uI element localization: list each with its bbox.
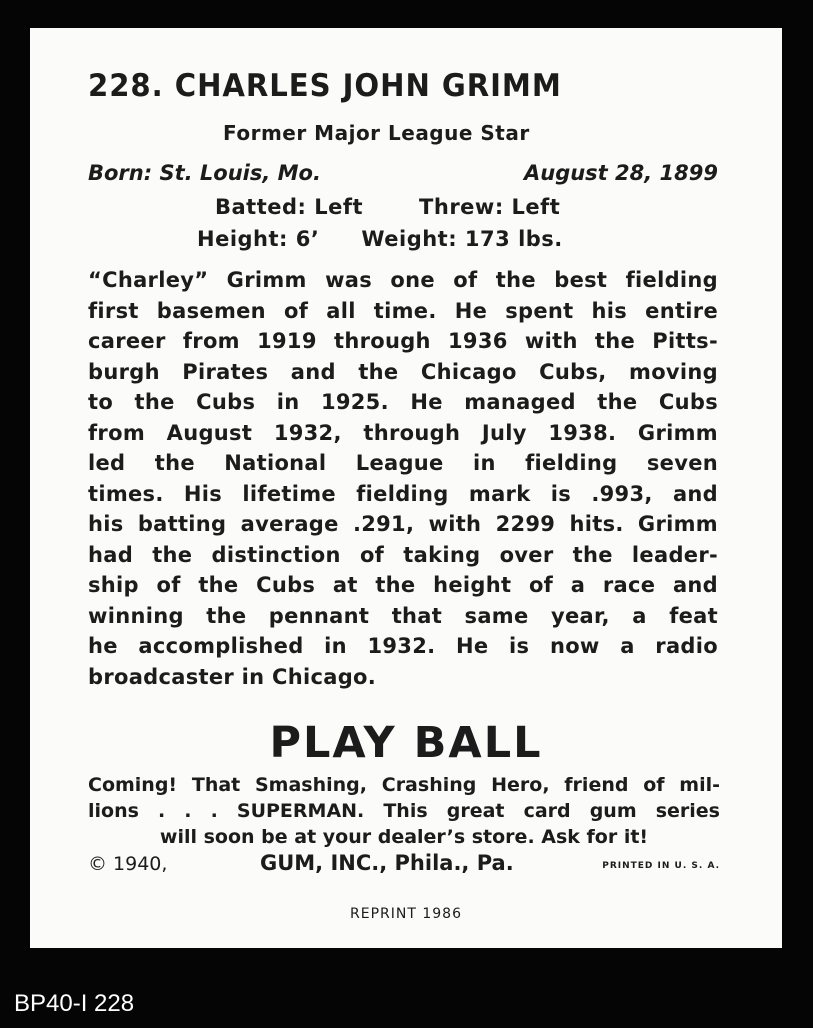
catalog-label: BP40-I 228 <box>14 990 135 1017</box>
bio-line: had the distinction of taking over the leader- <box>88 542 718 567</box>
height-weight-info <box>197 227 563 251</box>
biography <box>88 265 718 692</box>
weight: Weight: 173 lbs. <box>361 227 563 251</box>
bio-line: times. His lifetime fielding mark is .993, and <box>88 481 718 506</box>
superman-ad <box>88 772 720 850</box>
baseball-card-back <box>30 28 782 948</box>
ad-line: will soon be at your dealer’s store. Ask for it! <box>159 826 649 848</box>
publisher: GUM, INC., Phila., Pa. <box>260 851 514 875</box>
bio-line: his batting average .291, with 2299 hits. Grimm <box>88 512 718 536</box>
bio-line: from August 1932, through July 1938. Grimm <box>88 420 718 445</box>
bio-line: winning the pennant that same year, a feat <box>88 603 718 628</box>
copyright: © 1940, <box>88 853 168 875</box>
bio-line: career from 1919 through 1936 with the Pitts- <box>88 329 718 353</box>
threw: Threw: Left <box>419 195 561 219</box>
bio-line: broadcaster in Chicago. <box>88 664 377 689</box>
printed-in-usa: PRINTED IN U. S. A. <box>602 861 720 871</box>
bio-line: ship of the Cubs at the height of a race and <box>88 573 718 597</box>
bio-line: burgh Pirates and the Chicago Cubs, moving <box>88 359 718 384</box>
batted: Batted: Left <box>215 195 364 219</box>
reprint-note: REPRINT 1986 <box>350 906 462 922</box>
birth-date: August 28, 1899 <box>524 161 718 185</box>
bio-line: first basemen of all time. He spent his entire <box>88 298 718 323</box>
ad-line: Coming! That Smashing, Crashing Hero, friend of mil- <box>88 774 720 796</box>
birth-info <box>88 161 718 185</box>
card-title: 228. CHARLES JOHN GRIMM <box>88 68 562 104</box>
bio-line: led the National League in fielding seven <box>88 451 718 475</box>
bio-line: “Charley” Grimm was one of the best fielding <box>88 268 718 292</box>
card-subtitle: Former Major League Star <box>223 121 530 145</box>
card-footer <box>88 853 720 883</box>
ad-line: lions . . . SUPERMAN. This great card gum series <box>88 800 720 822</box>
height: Height: 6’ <box>197 227 320 251</box>
bio-line: he accomplished in 1932. He is now a radio <box>88 634 718 658</box>
bio-line: to the Cubs in 1925. He managed the Cubs <box>88 390 718 414</box>
play-ball-heading: PLAY BALL <box>269 718 543 768</box>
bat-throw-info <box>215 195 560 219</box>
birthplace: Born: St. Louis, Mo. <box>88 161 321 185</box>
